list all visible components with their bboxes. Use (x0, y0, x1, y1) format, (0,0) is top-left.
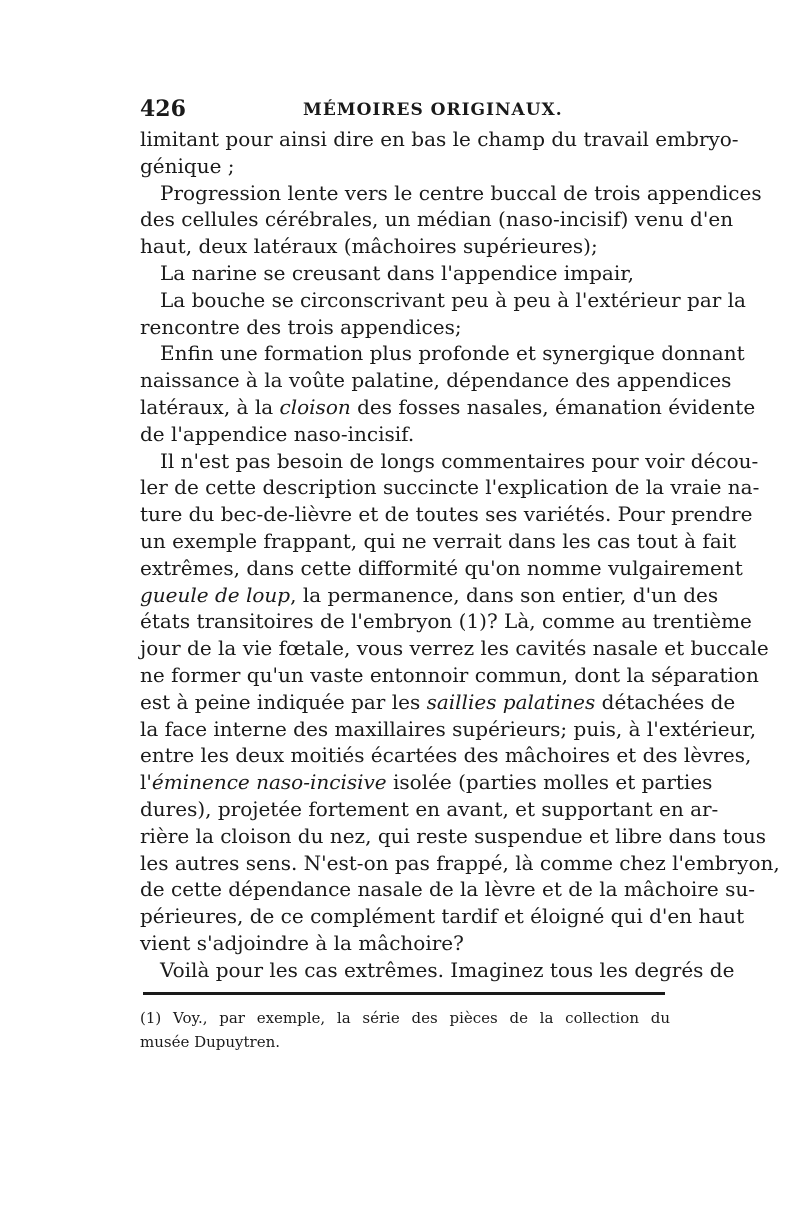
footnote-line: (1) Voy., par exemple, la série des pièces de la collection du (140, 1009, 670, 1027)
text-line: un exemple frappant, qui ne verrait dans les cas tout à fait (140, 528, 737, 553)
text-line: des cellules cérébrales, un médian (naso-incisif) venu d'en (140, 207, 734, 232)
italic-term-eminence-naso-incisive: éminence naso-incisive (151, 770, 387, 795)
footnote (140, 1006, 670, 1054)
text-line: Voilà pour les cas extrêmes. Imaginez tous les degrés de (160, 957, 735, 982)
text-line: de cette dépendance nasale de la lèvre et de la mâchoire su- (140, 877, 755, 902)
footnote-divider (143, 992, 665, 995)
text-line: La narine se creusant dans l'appendice impair, (160, 260, 634, 285)
text-line: ler de cette description succincte l'explication de la vraie na- (140, 475, 760, 500)
text-line: La bouche se circonscrivant peu à peu à l'extérieur par la (160, 287, 746, 312)
text-segment: l' (140, 770, 152, 795)
text-line: de l'appendice naso-incisif. (140, 421, 415, 446)
text-line: Enfin une formation plus profonde et synergique donnant (160, 341, 745, 366)
body-text (140, 126, 780, 984)
text-line: les autres sens. N'est-on pas frappé, là comme chez l'embryon, (140, 850, 780, 875)
text-line: la face interne des maxillaires supérieurs; puis, à l'extérieur, (140, 716, 757, 741)
text-line: dures), projetée fortement en avant, et supportant en ar- (140, 796, 719, 821)
text-line: limitant pour ainsi dire en bas le champ du travail embryo- (140, 127, 739, 151)
text-line: états transitoires de l'embryon (1)? Là, comme au trentième (140, 609, 752, 634)
text-line (140, 394, 756, 421)
running-title: MÉMOIRES ORIGINAUX. (303, 100, 563, 120)
text-line: jour de la vie fœtale, vous verrez les cavités nasale et buccale (140, 636, 769, 661)
italic-term-gueule-de-loup: gueule de loup (140, 582, 291, 607)
footnote-line: musée Dupuytren. (140, 1033, 281, 1051)
page-header (140, 96, 670, 126)
text-line: génique ; (140, 153, 235, 178)
text-line: entre les deux moitiés écartées des mâchoires et des lèvres, (140, 743, 752, 768)
text-segment: isolée (parties molles et parties (386, 770, 713, 795)
text-line (140, 769, 713, 796)
text-line: extrêmes, dans cette difformité qu'on nomme vulgairement (140, 555, 743, 580)
text-line: Progression lente vers le centre buccal de trois appendices (160, 180, 762, 205)
italic-term-cloison: cloison (279, 394, 351, 419)
text-line: naissance à la voûte palatine, dépendance des appendices (140, 368, 732, 393)
text-line: ture du bec-de-lièvre et de toutes ses variétés. Pour prendre (140, 502, 753, 527)
italic-term-saillies-palatines: saillies palatines (426, 689, 596, 714)
text-line: rencontre des trois appendices; (140, 314, 462, 339)
text-segment: , la permanence, dans son entier, d'un des (290, 582, 719, 607)
text-line (140, 689, 736, 716)
text-line: rière la cloison du nez, qui reste suspendue et libre dans tous (140, 823, 766, 848)
text-line: ne former qu'un vaste entonnoir commun, dont la séparation (140, 662, 759, 687)
text-line: périeures, de ce complément tardif et éloigné qui d'en haut (140, 904, 745, 929)
text-line: haut, deux latéraux (mâchoires supérieures); (140, 234, 598, 259)
text-segment: des fosses nasales, émanation évidente (350, 394, 756, 419)
text-line: Il n'est pas besoin de longs commentaires pour voir décou- (160, 448, 759, 473)
page-number: 426 (140, 96, 186, 122)
text-line: vient s'adjoindre à la mâchoire? (140, 930, 464, 955)
text-segment: latéraux, à la (140, 394, 280, 419)
text-segment: détachées de (595, 689, 736, 714)
text-line (140, 582, 719, 609)
text-segment: est à peine indiquée par les (140, 689, 427, 714)
